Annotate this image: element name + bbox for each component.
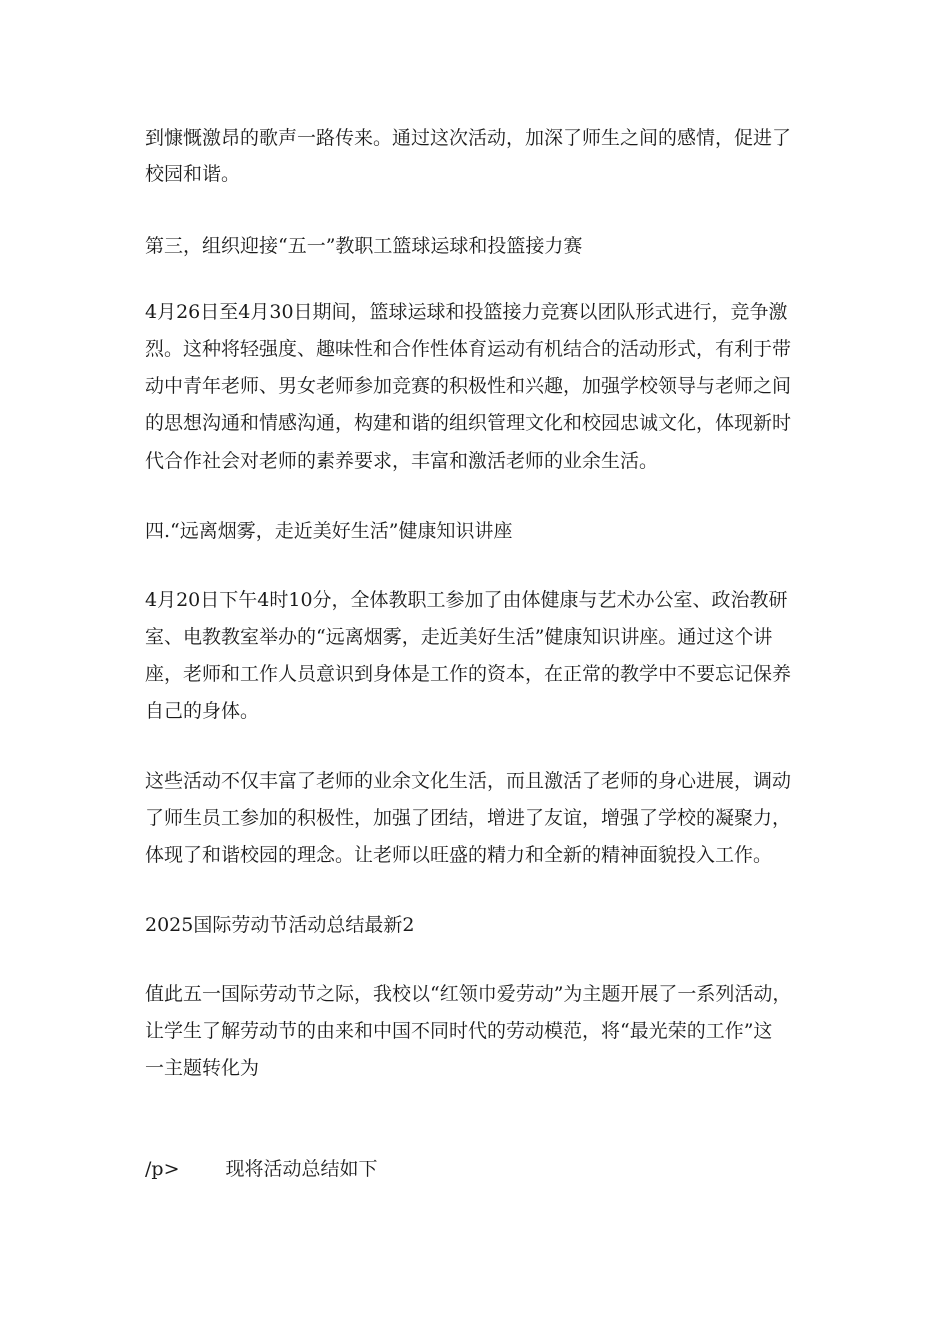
paragraph-2-line-4: 的思想沟通和情感沟通，构建和谐的组织管理文化和校园忠诚文化，体现新时 bbox=[145, 412, 792, 434]
paragraph-5-line-1: 值此五一国际劳动节之际，我校以“红领巾爱劳动”为主题开展了一系列活动， bbox=[145, 983, 792, 1005]
paragraph-2-line-3: 动中青年老师、男女老师参加竞赛的积极性和兴趣，加强学校领导与老师之间 bbox=[145, 375, 792, 397]
trailing-text: 现将活动总结如下 bbox=[225, 1158, 378, 1180]
paragraph-1-line-2: 校园和谐。 bbox=[145, 163, 241, 185]
section-title: 2025国际劳动节活动总结最新2 bbox=[145, 914, 415, 936]
section-heading-4: 四.“远离烟雾，走近美好生活”健康知识讲座 bbox=[145, 520, 513, 542]
paragraph-3-line-4: 自己的身体。 bbox=[145, 700, 260, 722]
paragraph-3-line-1: 4月20日下午4时10分，全体教职工参加了由体健康与艺术办公室、政治教研 bbox=[145, 589, 788, 611]
section-heading-3: 第三，组织迎接“五一”教职工篮球运球和投篮接力赛 bbox=[145, 235, 583, 257]
paragraph-1-line-1: 到慷慨激昂的歌声一路传来。通过这次活动，加深了师生之间的感情，促进了 bbox=[145, 127, 792, 149]
paragraph-2-line-5: 代合作社会对老师的素养要求，丰富和激活老师的业余生活。 bbox=[145, 450, 659, 472]
paragraph-2-line-1: 4月26日至4月30日期间，篮球运球和投篮接力竞赛以团队形式进行，竞争激 bbox=[145, 301, 788, 323]
paragraph-5-line-2: 让学生了解劳动节的由来和中国不同时代的劳动模范，将“最光荣的工作”这 bbox=[145, 1020, 773, 1042]
paragraph-4-line-2: 了师生员工参加的积极性，加强了团结，增进了友谊，增强了学校的凝聚力， bbox=[145, 807, 792, 829]
paragraph-5-line-3: 一主题转化为 bbox=[145, 1057, 260, 1079]
paragraph-4-line-3: 体现了和谐校园的理念。让老师以旺盛的精力和全新的精神面貌投入工作。 bbox=[145, 844, 773, 866]
stray-tag-fragment: /p> bbox=[145, 1158, 180, 1180]
paragraph-2-line-2: 烈。这种将轻强度、趣味性和合作性体育运动有机结合的活动形式，有利于带 bbox=[145, 338, 792, 360]
trailing-line bbox=[145, 1157, 378, 1181]
paragraph-3-line-2: 室、电教教室举办的“远离烟雾，走近美好生活”健康知识讲座。通过这个讲 bbox=[145, 626, 773, 648]
paragraph-4-line-1: 这些活动不仅丰富了老师的业余文化生活，而且激活了老师的身心进展，调动 bbox=[145, 770, 792, 792]
paragraph-3-line-3: 座，老师和工作人员意识到身体是工作的资本，在正常的教学中不要忘记保养 bbox=[145, 663, 792, 685]
